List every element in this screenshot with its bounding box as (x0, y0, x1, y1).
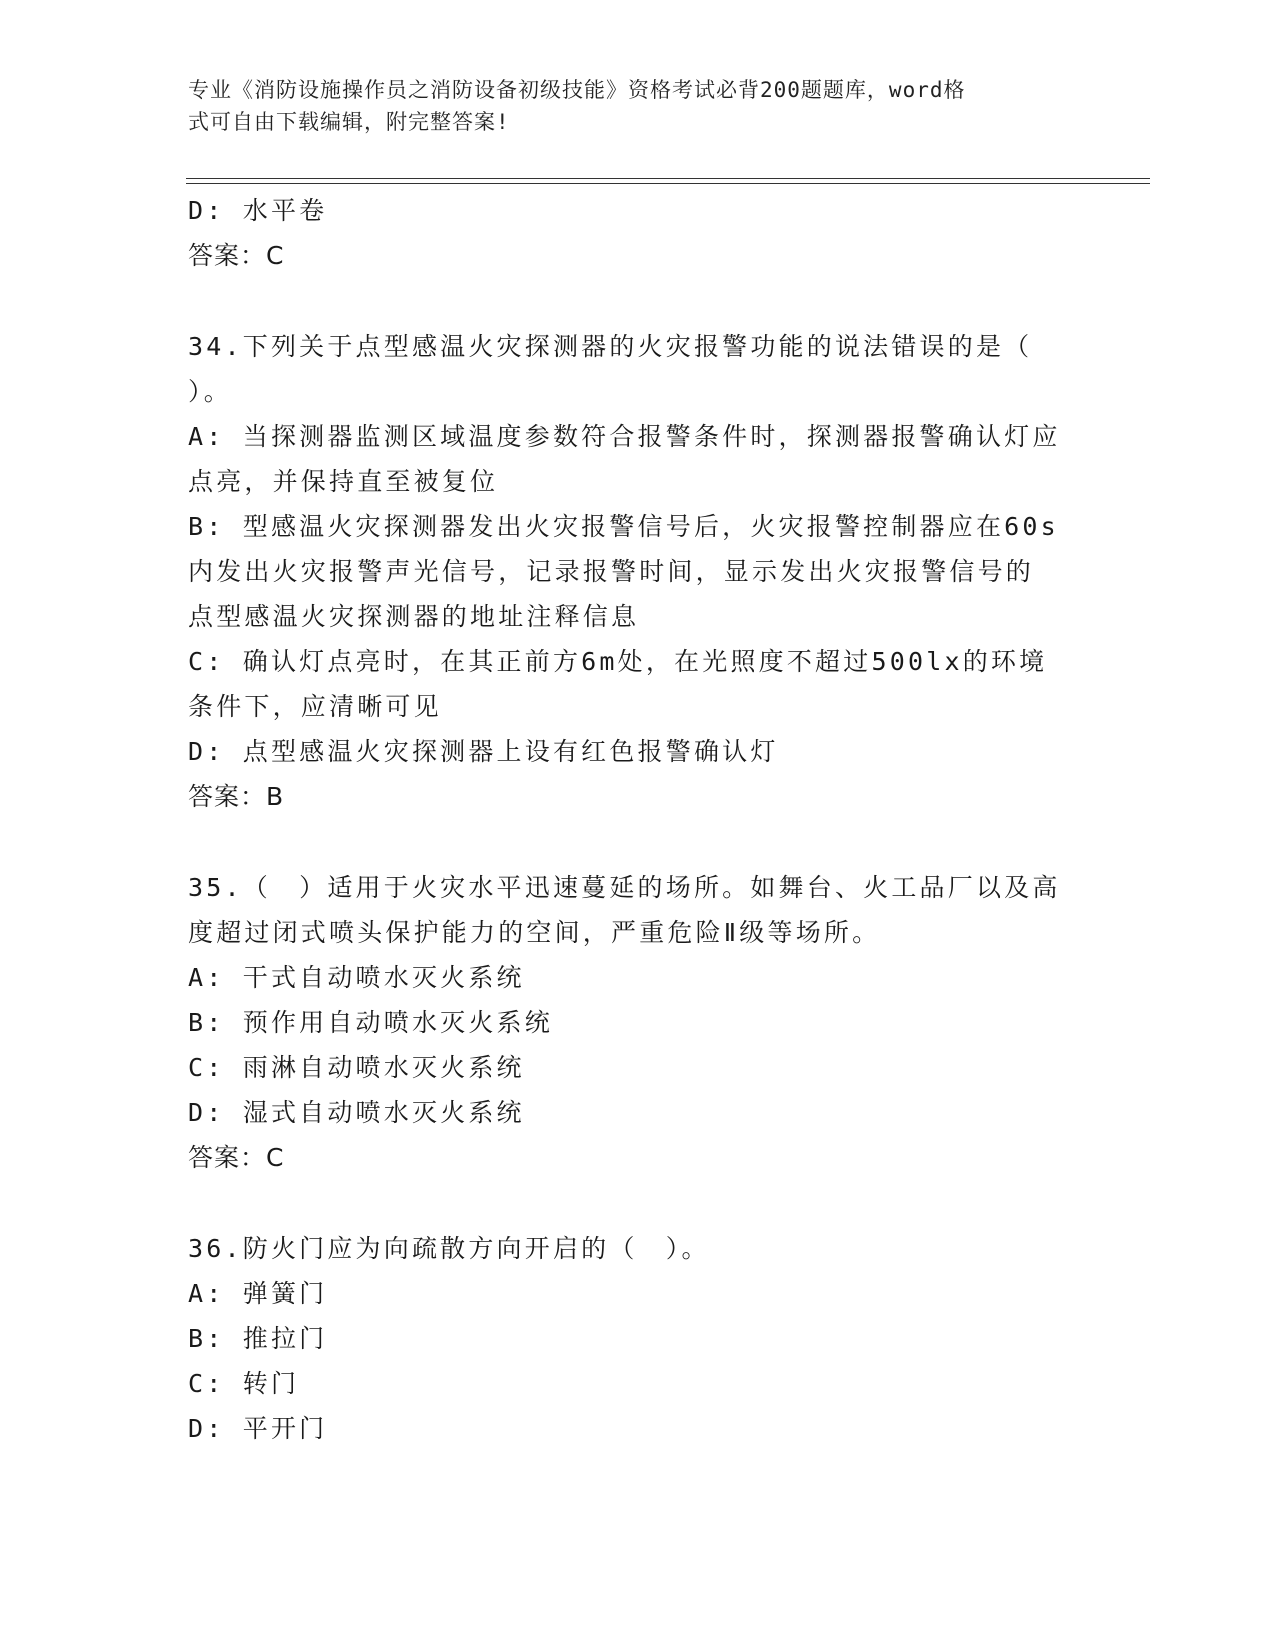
option-a-cont: 点亮，并保持直至被复位 (188, 467, 499, 496)
option-c: C: 确认灯点亮时，在其正前方6m处，在光照度不超过500lx的环境 (188, 647, 1048, 676)
option-d: D: 点型感温火灾探测器上设有红色报警确认灯 (188, 737, 779, 766)
spacer (188, 1180, 1088, 1226)
answer-line: 答案：C (188, 1143, 285, 1172)
question-stem-cont: ）。 (188, 377, 232, 406)
page-header (188, 74, 1068, 138)
option-c: C: 雨淋自动喷水灭火系统 (188, 1053, 525, 1082)
question-stem-cont: 度超过闭式喷头保护能力的空间，严重危险Ⅱ级等场所。 (188, 918, 881, 947)
option-b: B: 型感温火灾探测器发出火灾报警信号后，火灾报警控制器应在60s (188, 512, 1059, 541)
option-b-cont: 点型感温火灾探测器的地址注释信息 (188, 602, 640, 631)
question-34 (188, 324, 1088, 819)
header-line-2: 式可自由下载编辑，附完整答案! (188, 110, 510, 134)
option-a: A: 干式自动喷水灭火系统 (188, 963, 525, 992)
option-d: D: 平开门 (188, 1414, 328, 1443)
option-d: D: 湿式自动喷水灭火系统 (188, 1098, 525, 1127)
option-b: B: 预作用自动喷水灭火系统 (188, 1008, 553, 1037)
header-line-1: 专业《消防设施操作员之消防设备初级技能》资格考试必背200题题库，word格 (188, 78, 966, 102)
question-content (188, 188, 1088, 1451)
option-a: A: 弹簧门 (188, 1279, 328, 1308)
option-c: C: 转门 (188, 1369, 300, 1398)
question-stem: 36.防火门应为向疏散方向开启的（ ）。 (188, 1234, 710, 1263)
option-c-cont: 条件下，应清晰可见 (188, 692, 442, 721)
option-b-cont: 内发出火灾报警声光信号，记录报警时间，显示发出火灾报警信号的 (188, 557, 1035, 586)
question-stem: 35.（ ）适用于火灾水平迅速蔓延的场所。如舞台、火工品厂以及高 (188, 873, 1061, 902)
spacer (188, 819, 1088, 865)
question-stem: 34.下列关于点型感温火灾探测器的火灾报警功能的说法错误的是（ (188, 332, 1033, 361)
option-a: A: 当探测器监测区域温度参数符合报警条件时，探测器报警确认灯应 (188, 422, 1061, 451)
answer-line: 答案：B (188, 782, 285, 811)
answer-line: 答案：C (188, 241, 285, 270)
previous-question-tail (188, 188, 1088, 278)
spacer (188, 278, 1088, 324)
option-b: B: 推拉门 (188, 1324, 328, 1353)
header-rule-bottom (186, 183, 1150, 184)
question-36 (188, 1226, 1088, 1451)
header-rule-top (186, 178, 1150, 179)
question-35 (188, 865, 1088, 1180)
option-d: D: 水平卷 (188, 196, 328, 225)
